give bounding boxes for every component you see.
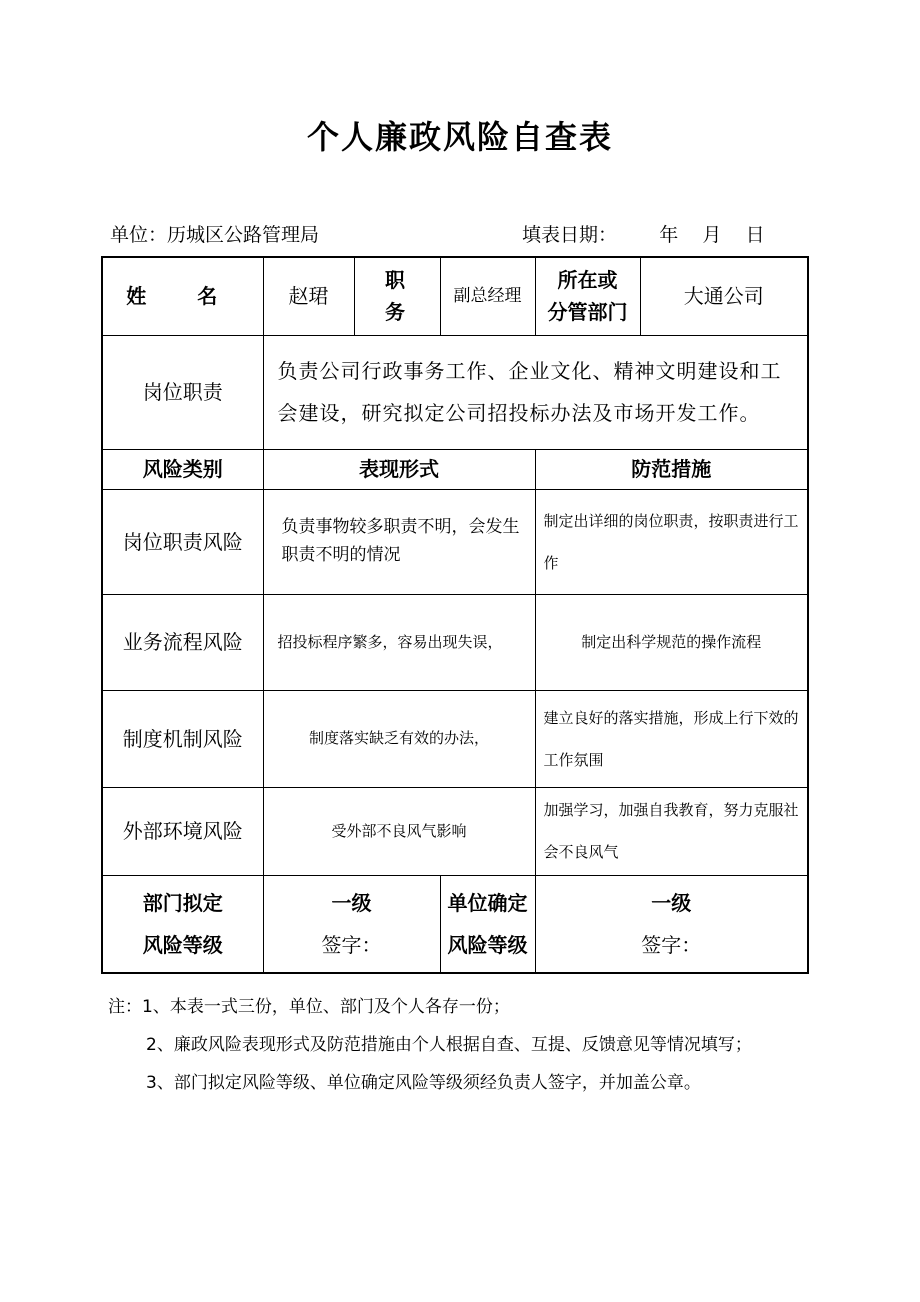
risk-measures: 制定出科学规范的操作流程: [535, 594, 808, 690]
note-line: 2、廉政风险表现形式及防范措施由个人根据自查、互提、反馈意见等情况填写；: [146, 1035, 752, 1055]
info-row: [102, 257, 808, 335]
fill-date-label: 填表日期： 年 月 日: [522, 224, 765, 246]
dept-label: [535, 257, 640, 335]
risk-category: 制度机制风险: [102, 690, 263, 787]
unit-grade-label: [440, 875, 535, 973]
name-label: 姓 名: [102, 257, 263, 335]
risk-manifestation: 招投标程序繁多，容易出现失误，: [263, 594, 535, 690]
risk-row: [102, 690, 808, 787]
risk-category: 业务流程风险: [102, 594, 263, 690]
risk-manifestation: 制度落实缺乏有效的办法，: [263, 690, 535, 787]
risk-measures: 制定出详细的岗位职责，按职责进行工作: [535, 489, 808, 594]
risk-row: [102, 489, 808, 594]
unit-label: 单位：历城区公路管理局: [110, 224, 320, 246]
unit-grade-cell: [535, 875, 808, 973]
self-check-table: [101, 256, 809, 974]
dept-sign: 签字：: [321, 932, 382, 957]
risk-manifestation: 受外部不良风气影响: [263, 787, 535, 875]
dept-level: 一级: [331, 890, 372, 915]
dept-label-line2: 分管部门: [547, 300, 628, 325]
dept-grade-label: [102, 875, 263, 973]
dept-grade-cell: [263, 875, 440, 973]
risk-row: [102, 787, 808, 875]
risk-measures: 加强学习，加强自我教育，努力克服社会不良风气: [535, 787, 808, 875]
unit-sign: 签字：: [641, 932, 702, 957]
risk-row: [102, 594, 808, 690]
position-value: 副总经理: [440, 257, 535, 335]
unit-grade-label-line2: 风险等级: [447, 932, 528, 957]
notes: [108, 988, 752, 1102]
risk-header-row: [102, 449, 808, 489]
dept-grade-label-line1: 部门拟定: [142, 890, 223, 915]
header-manifestation: 表现形式: [263, 449, 535, 489]
duty-text: 负责公司行政事务工作、企业文化、精神文明建设和工会建设，研究拟定公司招投标办法及市场开发工作。: [263, 335, 808, 449]
dept-label-line1: 所在或: [557, 268, 618, 293]
name-value: 赵珺: [263, 257, 354, 335]
dept-value: 大通公司: [640, 257, 808, 335]
unit-level: 一级: [651, 890, 692, 915]
dept-grade-label-line2: 风险等级: [142, 932, 223, 957]
grading-row: [102, 875, 808, 973]
header-measures: 防范措施: [535, 449, 808, 489]
note-line: 注：1、本表一式三份，单位、部门及个人各存一份；: [108, 997, 510, 1017]
risk-measures: 建立良好的落实措施，形成上行下效的工作氛围: [535, 690, 808, 787]
risk-manifestation: 负责事物较多职责不明，会发生职责不明的情况: [263, 489, 535, 594]
duty-label: 岗位职责: [102, 335, 263, 449]
header-category: 风险类别: [102, 449, 263, 489]
duty-row: [102, 335, 808, 449]
risk-category: 岗位职责风险: [102, 489, 263, 594]
position-label: 职 务: [354, 257, 440, 335]
unit-grade-label-line1: 单位确定: [447, 890, 528, 915]
risk-category: 外部环境风险: [102, 787, 263, 875]
page-title: 个人廉政风险自查表: [306, 118, 613, 156]
note-line: 3、部门拟定风险等级、单位确定风险等级须经负责人签字，并加盖公章。: [146, 1073, 701, 1093]
